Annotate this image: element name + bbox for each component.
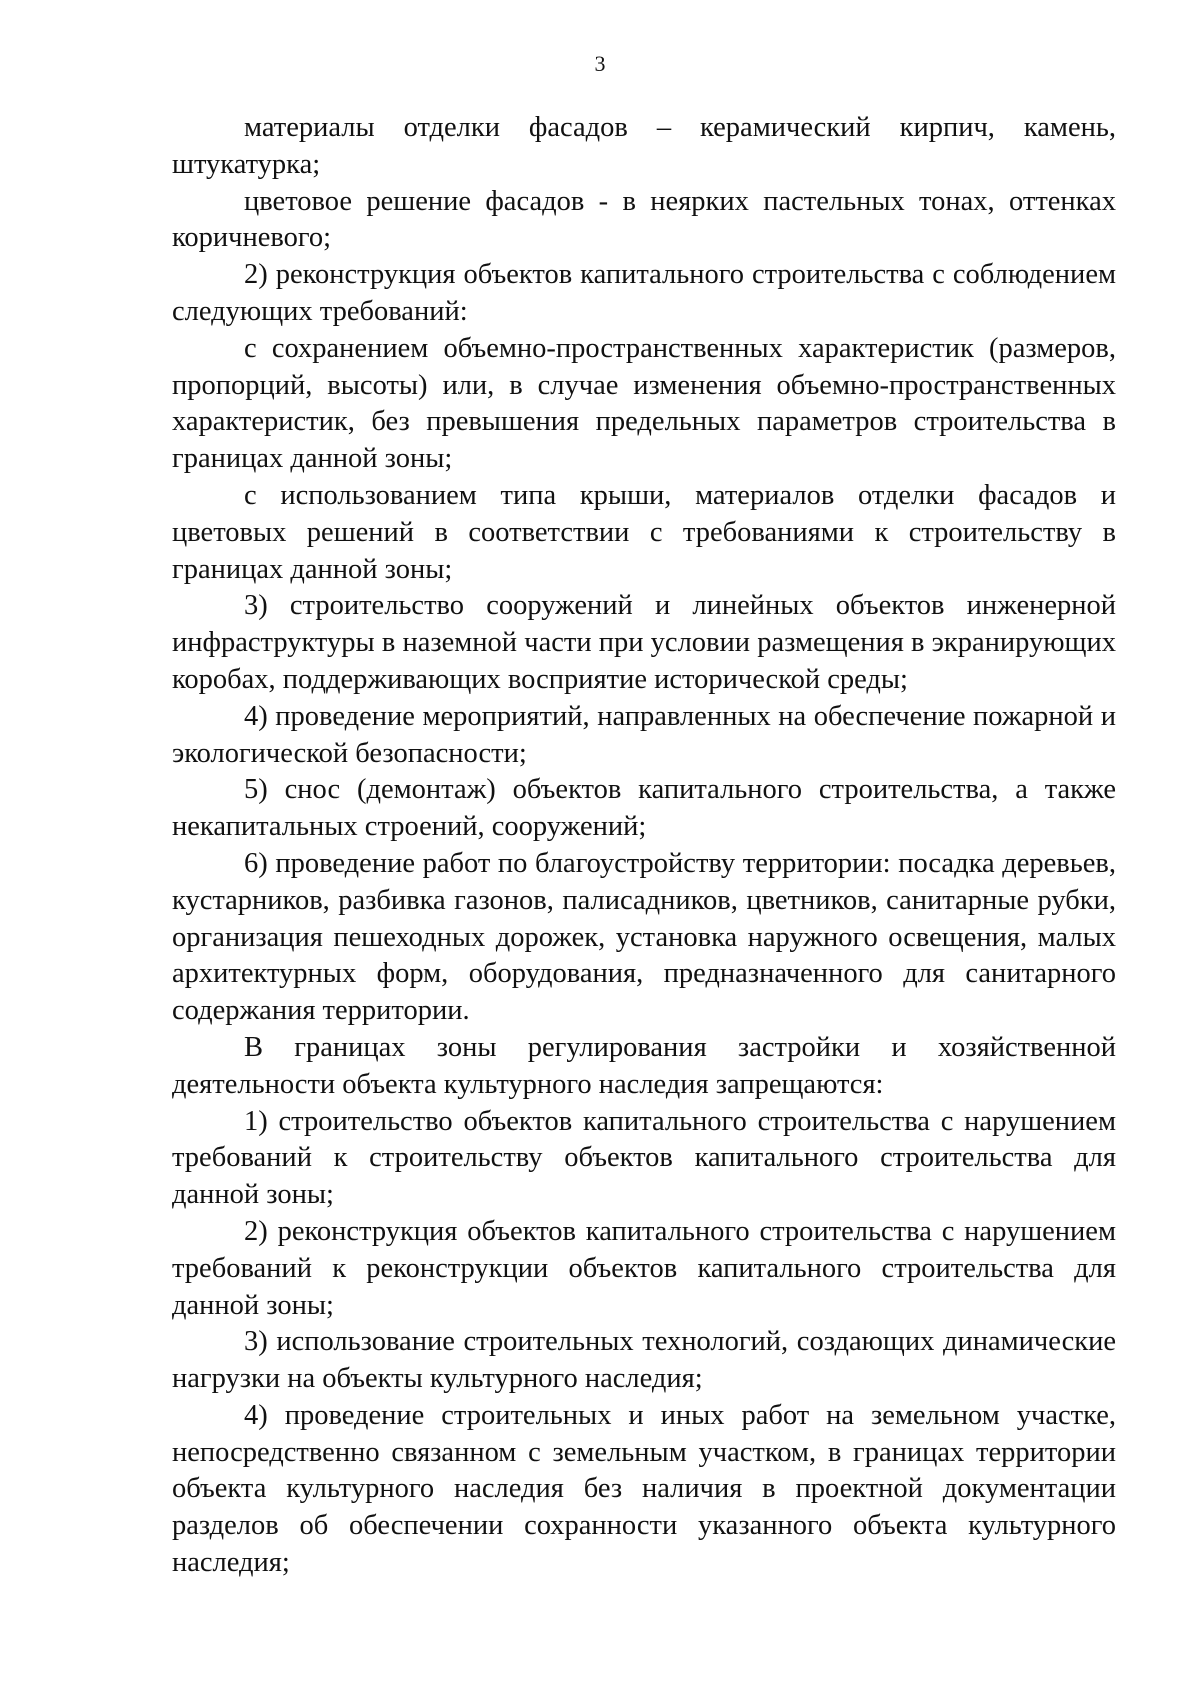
paragraph-roof-type: с использованием типа крыши, материалов отделки фасадов и цветовых решений в соответствии с требованиями к строительству в границах данной зоны; [172, 479, 1116, 585]
paragraph-demolition: 5) снос (демонтаж) объектов капитального строительства, а также некапитальных строений, сооружений; [172, 774, 1116, 843]
paragraph-engineering-infrastructure: 3) строительство сооружений и линейных объектов инженерной инфраструктуры в наземной части при условии размещения в экранирующих коробах, поддерживающих восприятие исторической среды; [172, 590, 1116, 695]
paragraph-fire-safety: 4) проведение мероприятий, направленных на обеспечение пожарной и экологической безопасности; [172, 700, 1116, 769]
paragraph-prohibited-reconstruction: 2) реконструкция объектов капитального строительства с нарушением требований к реконструкции объектов капитального строительства для данной зоны; [172, 1215, 1116, 1321]
paragraph-volume-preservation: с сохранением объемно-пространственных характеристик (размеров, пропорций, высоты) или, в случае изменения объемно-пространственных характеристик, без превышения предельных параметров строительства в границах данной зоны; [172, 332, 1116, 475]
document-body [172, 110, 1116, 1582]
paragraph-facade-materials: материалы отделки фасадов – керамический кирпич, камень, штукатурка; [172, 112, 1116, 180]
paragraph-works-without-documentation: 4) проведение строительных и иных работ на земельном участке, непосредственно связанном с земельным участком, в границах территории объекта культурного наследия без наличия в проектной документации разделов об обеспечении сохранности указанного объекта культурного наследия; [172, 1399, 1116, 1579]
paragraph-prohibitions-intro: В границах зоны регулирования застройки и хозяйственной деятельности объекта культурного наследия запрещаются: [172, 1031, 1116, 1100]
paragraph-reconstruction-requirements: 2) реконструкция объектов капитального строительства с соблюдением следующих требований: [172, 259, 1116, 327]
paragraph-dynamic-loads: 3) использование строительных технологий, создающих динамические нагрузки на объекты культурного наследия; [172, 1326, 1116, 1395]
paragraph-facade-color: цветовое решение фасадов - в неярких пастельных тонах, оттенках коричневого; [172, 185, 1116, 254]
paragraph-landscaping: 6) проведение работ по благоустройству территории: посадка деревьев, кустарников, разбивка газонов, палисадников, цветников, санитарные рубки, организация пешеходных дорожек, установка наружного освещения, малых архитектурных форм, оборудования, предназначенного для санитарного содержания территории. [172, 847, 1116, 1027]
page-number: 3 [594, 51, 606, 76]
paragraph-prohibited-construction: 1) строительство объектов капитального строительства с нарушением требований к строительству объектов капитального строительства для данной зоны; [172, 1105, 1116, 1211]
